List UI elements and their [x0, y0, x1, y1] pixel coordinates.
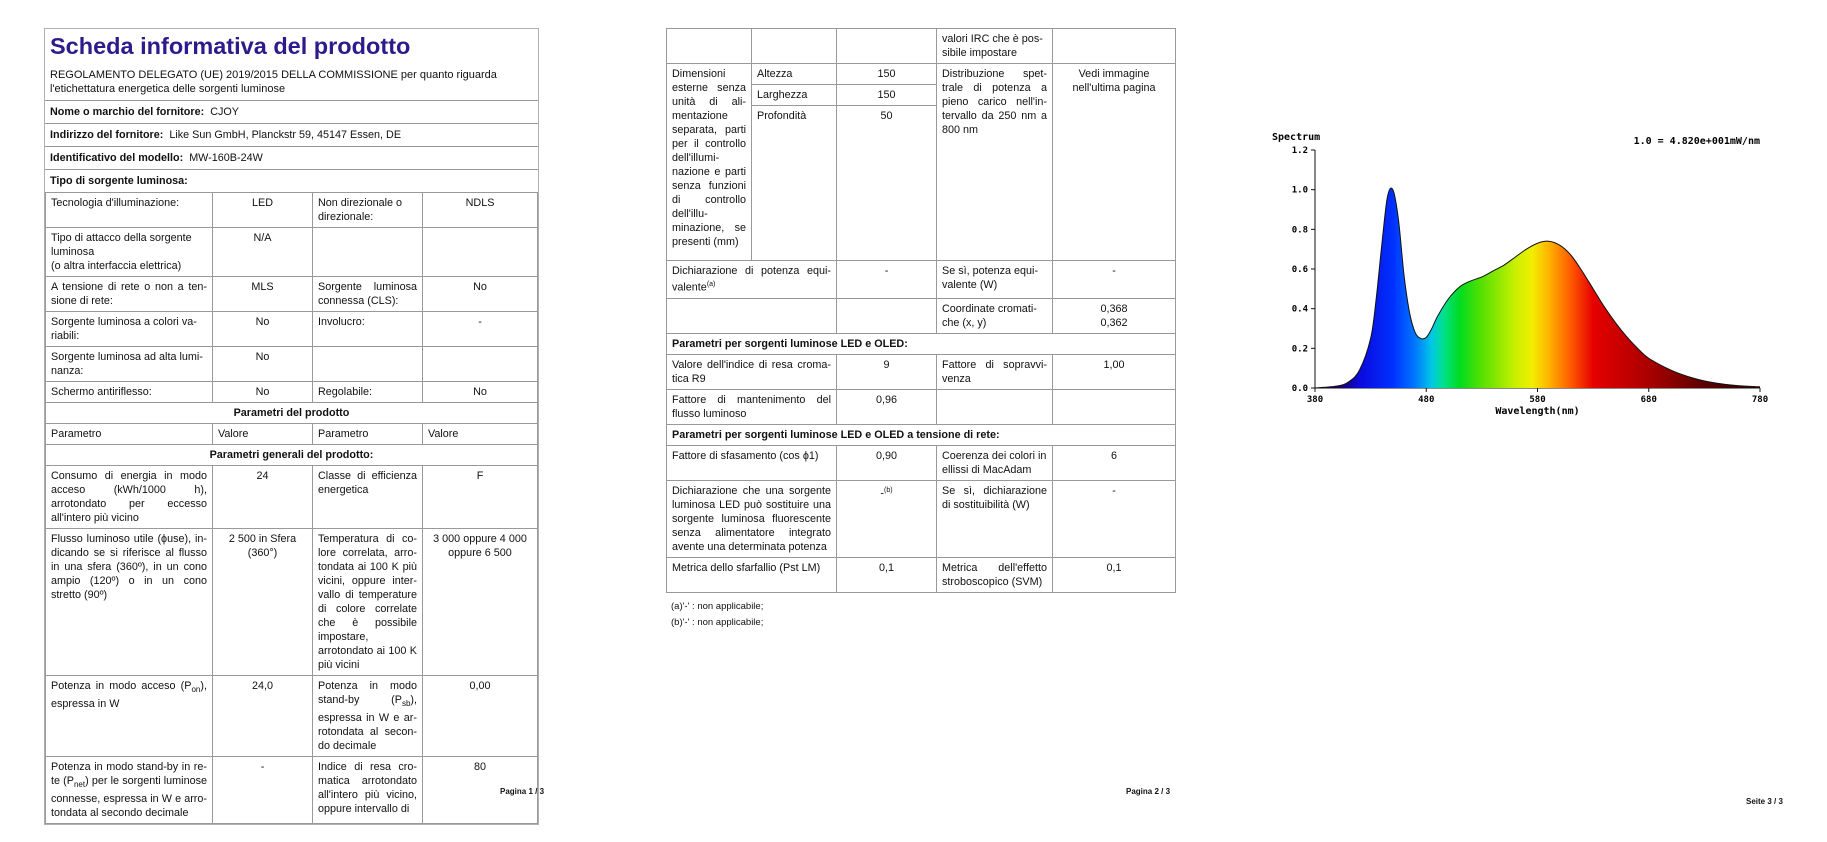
column-header: Valore	[423, 424, 538, 445]
page-2-number: Pagina 2 / 3	[1126, 787, 1171, 796]
cell-value: -	[423, 312, 538, 347]
cell-empty	[313, 347, 423, 382]
cell-value: LED	[213, 193, 313, 228]
y-tick-label: 0.2	[1291, 344, 1308, 355]
cell-label: Coordinate cromatiche (x, y)	[937, 298, 1053, 333]
y-tick-label: 0.0	[1291, 384, 1308, 394]
cell-value: 24	[213, 466, 313, 529]
cell-label: Se sì, dichiarazione di sostituibilità (W)	[937, 480, 1053, 557]
cell-label: Sorgente luminosa ad alta luminanza:	[46, 347, 213, 382]
pnet-sub: net	[73, 780, 86, 790]
cell-value: 150	[837, 64, 937, 85]
x-tick-label: 380	[1306, 395, 1324, 405]
cell-empty	[837, 29, 937, 64]
supplier-address-value: Like Sun GmbH, Planckstr 59, 45147 Essen, DE	[169, 129, 402, 141]
psb-sub: sb	[401, 699, 411, 709]
cell-label: Dichiarazione che una sorgente luminosa LED può sostituire una sorgente luminosa fluorescente senza alimentatore integrato avente una determinata potenza	[667, 480, 837, 557]
supplier-name-row	[45, 100, 538, 123]
cell-value: 0,00	[423, 676, 538, 757]
equiv-label: Dichiarazione di potenza equivalente	[672, 265, 831, 294]
cell-empty	[752, 29, 837, 64]
cell-value: 3 000 oppure 4 000 oppure 6 500	[423, 529, 538, 676]
cell-label: Indice di resa cromatica arrotondato all'intero più vicino, oppure intervallo di	[313, 757, 423, 824]
table-row	[667, 354, 1176, 389]
table-row	[46, 424, 538, 445]
cell-empty	[837, 298, 937, 333]
cell-label	[46, 228, 213, 277]
pon-label-a: Potenza in modo acceso (P	[51, 680, 192, 692]
cell-value: No	[213, 312, 313, 347]
cell-value	[837, 480, 937, 557]
cell-value: 0,1	[837, 557, 937, 592]
section-header: Parametri per sorgenti luminose LED e OLED:	[667, 333, 1176, 354]
column-header: Parametro	[46, 424, 213, 445]
page-2-table	[666, 28, 1176, 593]
table-row	[46, 445, 538, 466]
chart-annotation: 1.0 = 4.820e+001mW/nm	[1633, 136, 1760, 147]
supplier-address-row	[45, 123, 538, 146]
page-3	[1270, 125, 1780, 425]
cell-value: No	[213, 382, 313, 403]
table-row	[46, 193, 538, 228]
table-row	[46, 382, 538, 403]
model-value: MW-160B-24W	[189, 152, 263, 164]
cell-label	[46, 676, 213, 757]
cap-label-2: (o altra interfaccia elettrica)	[51, 260, 182, 272]
table-row	[46, 228, 538, 277]
psb-label-a: Potenza in modo stand-by (P	[318, 680, 417, 706]
cell-empty	[667, 298, 837, 333]
cell-empty	[423, 228, 538, 277]
cell-label: Involucro:	[313, 312, 423, 347]
cell-label: Distribuzione spettrale di potenza a pieno carico nell'intervallo da 250 nm a 800 nm	[937, 64, 1053, 261]
section-header: Parametri per sorgenti luminose LED e OLED a tensione di rete:	[667, 424, 1176, 445]
cell-label: A tensione di rete o non a tensione di rete:	[46, 277, 213, 312]
cell-empty	[1053, 389, 1176, 424]
table-row	[46, 757, 538, 824]
table-row	[667, 64, 1176, 85]
repl-value: -	[880, 487, 885, 500]
pon-sub: on	[191, 685, 201, 695]
footnote-b: (b)'-' : non applicabile;	[671, 616, 764, 628]
page-1-table	[45, 192, 538, 824]
cell-value: -	[1053, 480, 1176, 557]
cell-label: Regolabile:	[313, 382, 423, 403]
cell-value: 150	[837, 85, 937, 106]
cell-label	[46, 757, 213, 824]
x-axis-label: Wavelength(nm)	[1495, 406, 1580, 417]
cell-value: 80	[423, 757, 538, 824]
table-row	[46, 403, 538, 424]
supplier-name-value: CJOY	[210, 106, 239, 118]
cell-label: Fattore di sopravvivenza	[937, 354, 1053, 389]
pnet-label-a: Potenza in modo stand-by in rete (P	[51, 761, 207, 788]
table-row	[46, 312, 538, 347]
model-label: Identificativo del modello:	[50, 152, 184, 164]
cell-label: Consumo di energia in modo acceso (kWh/1000 h), arrotondato per eccesso all'intero più vicino	[46, 466, 213, 529]
cell-value: N/A	[213, 228, 313, 277]
cell-label: Larghezza	[752, 85, 837, 106]
y-tick-label: 0.4	[1291, 304, 1308, 315]
cell-label: Tecnologia d'illuminazione:	[46, 193, 213, 228]
table-row	[667, 333, 1176, 354]
model-row	[45, 146, 538, 169]
cell-empty	[667, 29, 752, 64]
cell-label: Temperatura di colore correlata, arrotondata ai 100 K più vicini, oppure intervallo di temperature di colore correlate che è possibile impostare, arrotondato ai 100 K più vicini	[313, 529, 423, 676]
table-row	[667, 480, 1176, 557]
source-type-row	[45, 169, 538, 192]
section-header: Parametri del prodotto	[46, 403, 538, 424]
cell-empty	[313, 228, 423, 277]
cell-label: Fattore di mantenimento del flusso luminoso	[667, 389, 837, 424]
cell-value: No	[423, 382, 538, 403]
table-row	[667, 445, 1176, 480]
footnote-a: (a)'-' : non applicabile;	[671, 600, 764, 612]
cell-label: Coerenza dei colori in ellissi di MacAdam	[937, 445, 1053, 480]
cell-empty	[937, 389, 1053, 424]
cell-label: Se sì, potenza equivalente (W)	[937, 261, 1053, 299]
page-1	[44, 28, 539, 825]
equiv-sup: (a)	[706, 281, 716, 288]
cell-value: No	[423, 277, 538, 312]
footnotes	[666, 593, 1176, 631]
x-tick-label: 480	[1418, 395, 1435, 405]
supplier-address-label: Indirizzo del fornitore:	[50, 129, 164, 141]
x-tick-label: 680	[1640, 395, 1657, 405]
cell-value: Vedi immagine nell'ultima pagina	[1053, 64, 1176, 261]
cap-label-1: Tipo di attacco della sorgente luminosa	[51, 232, 192, 258]
supplier-name-label: Nome o marchio del fornitore:	[50, 106, 205, 118]
cell-label: Profondità	[752, 106, 837, 261]
y-tick-label: 0.8	[1291, 225, 1308, 236]
cell-label: Dimensioni esterne senza unità di alimentazione separata, parti per il controllo dell'illuminazione e parti senza funzioni di controllo dell'illuminazione, se presenti (mm)	[667, 64, 752, 261]
x-tick-label: 580	[1529, 395, 1546, 405]
cell-value: 9	[837, 354, 937, 389]
table-row	[667, 29, 1176, 64]
cell-label: Sorgente luminosa a colori variabili:	[46, 312, 213, 347]
page-1-number: Pagina 1 / 3	[500, 787, 545, 796]
cell-label: Classe di efficienza energetica	[313, 466, 423, 529]
page-title: Scheda informativa del prodotto	[50, 33, 411, 59]
page-3-number: Seite 3 / 3	[1746, 797, 1783, 806]
repl-sup: (b)	[884, 486, 893, 494]
cell-label: Fattore di sfasamento (cos ϕ1)	[667, 445, 837, 480]
cell-value: 6	[1053, 445, 1176, 480]
cell-label: Schermo antiriflesso:	[46, 382, 213, 403]
cell-empty	[423, 347, 538, 382]
cell-value: MLS	[213, 277, 313, 312]
section-header: Parametri generali del prodotto:	[46, 445, 538, 466]
cell-value: -	[213, 757, 313, 824]
y-tick-label: 1.2	[1291, 146, 1308, 156]
table-row	[46, 347, 538, 382]
regulation-text: REGOLAMENTO DELEGATO (UE) 2019/2015 DELLA COMMISSIONE per quanto riguarda l'etichettatura energetica delle sorgenti luminose	[50, 69, 497, 95]
cell-label	[667, 261, 837, 299]
x-tick-label: 780	[1751, 395, 1769, 405]
cell-value: 2 500 in Sfera (360°)	[213, 529, 313, 676]
cell-label: Sorgente luminosa connessa (CLS):	[313, 277, 423, 312]
cell-value: 50	[837, 106, 937, 261]
cell-empty	[1053, 29, 1176, 64]
cell-label: Metrica dell'effetto stroboscopico (SVM)	[937, 557, 1053, 592]
column-header: Valore	[213, 424, 313, 445]
cell-label: Altezza	[752, 64, 837, 85]
cell-value: 0,90	[837, 445, 937, 480]
pnet-label-b: ) per le sorgenti luminose connesse, espressa in W e arrotondata al secondo decimale	[51, 775, 207, 820]
table-row	[46, 277, 538, 312]
cell-label: Valore dell'indice di resa cromatica R9	[667, 354, 837, 389]
table-row	[667, 424, 1176, 445]
cell-label: valori IRC che è possibile impostare	[937, 29, 1053, 64]
source-type-label: Tipo di sorgente luminosa:	[50, 175, 188, 187]
cell-value: 1,00	[1053, 354, 1176, 389]
cell-value: 0,1	[1053, 557, 1176, 592]
cell-label: Flusso luminoso utile (ϕuse), indicando se si riferisce al flusso in una sfera (360º), in un cono ampio (120º) o in un cono stretto (90º)	[46, 529, 213, 676]
cell-value: -	[1053, 261, 1176, 299]
page-1-frame	[44, 28, 539, 825]
table-row	[667, 389, 1176, 424]
spectrum-chart	[1270, 125, 1780, 425]
cell-label: Metrica dello sfarfallio (Pst LM)	[667, 557, 837, 592]
page-2	[666, 28, 1176, 631]
cell-value: 0,96	[837, 389, 937, 424]
cell-label	[313, 676, 423, 757]
spectrum-area	[1315, 150, 1760, 388]
y-tick-label: 0.6	[1291, 265, 1308, 275]
cell-value: NDLS	[423, 193, 538, 228]
column-header: Parametro	[313, 424, 423, 445]
table-row	[667, 261, 1176, 299]
cell-label: Non direzionale o direzionale:	[313, 193, 423, 228]
pon-label-b: ), espressa in W	[51, 680, 207, 711]
cell-value	[1053, 298, 1176, 333]
psb-label-b: ), espressa in W e arrotondata al secondo decimale	[318, 694, 417, 753]
cell-value: -	[837, 261, 937, 299]
table-row	[46, 529, 538, 676]
table-row	[667, 557, 1176, 592]
table-row	[46, 466, 538, 529]
table-row	[46, 676, 538, 757]
chroma-y: 0,362	[1100, 316, 1128, 329]
cell-value: No	[213, 347, 313, 382]
cell-value: F	[423, 466, 538, 529]
chart-title: Spectrum	[1272, 132, 1321, 143]
table-row	[667, 298, 1176, 333]
chroma-x: 0,368	[1100, 302, 1128, 315]
y-tick-label: 1.0	[1291, 185, 1308, 196]
cell-value: 24,0	[213, 676, 313, 757]
